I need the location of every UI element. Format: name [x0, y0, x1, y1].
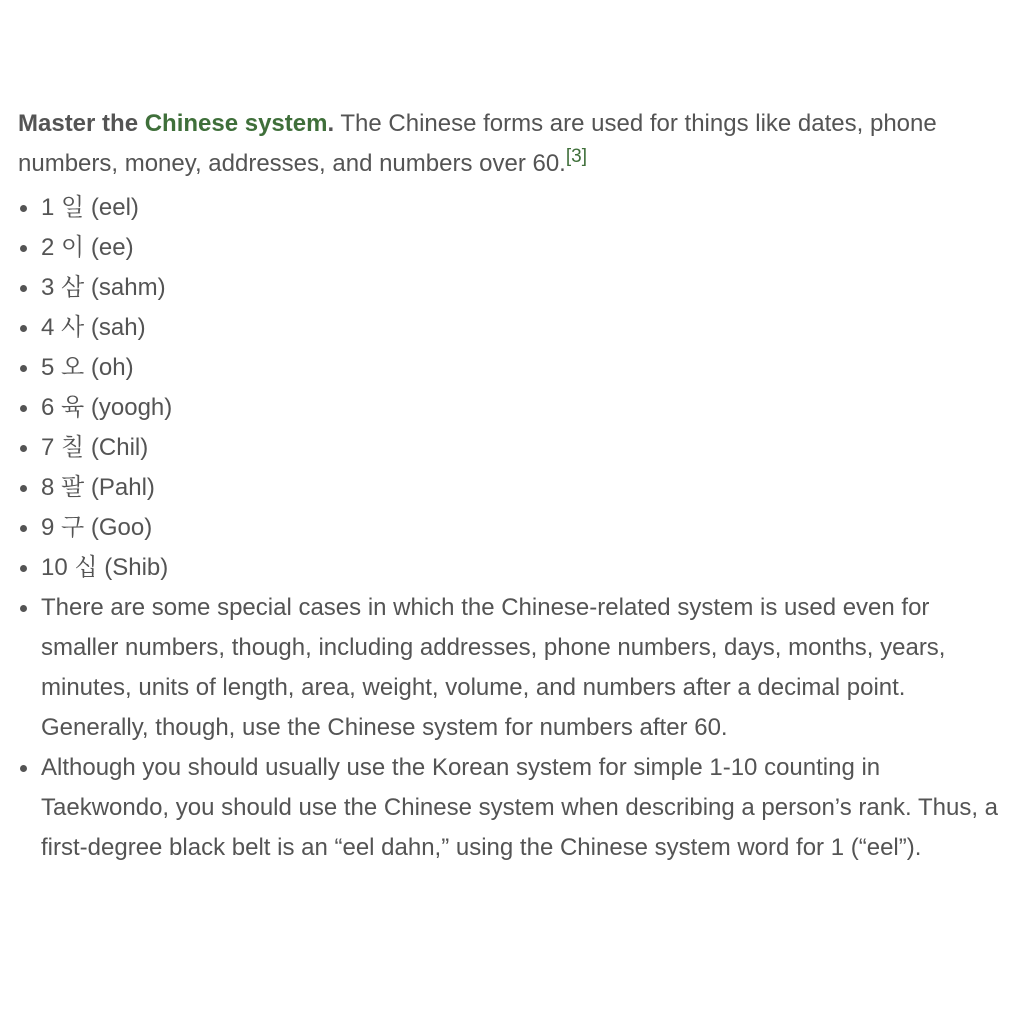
step-headline: [18, 110, 334, 137]
korean-word: 이: [61, 234, 85, 261]
korean-word: 삼: [61, 274, 85, 301]
pronunciation: (eel): [90, 194, 139, 221]
number-digit: 9: [41, 514, 55, 541]
korean-word: 사: [61, 314, 85, 341]
headline-text: Master the: [18, 110, 145, 137]
number-digit: 3: [41, 274, 55, 301]
list-item: [18, 548, 1002, 588]
number-list: [18, 188, 1002, 868]
note-taekwondo-rank: Although you should usually use the Korean system for simple 1-10 counting in Taekwondo, you should use the Chinese system when describing a person’s rank. Thus, a first-degree black belt is an “eel dahn,” using the Chinese system word for 1 (“eel”).: [18, 748, 1002, 868]
number-digit: 2: [41, 234, 55, 261]
headline-period: .: [327, 110, 335, 137]
pronunciation: (Goo): [90, 514, 153, 541]
pronunciation: (sah): [90, 314, 146, 341]
list-item: [18, 188, 1002, 228]
pronunciation: (Pahl): [90, 474, 155, 501]
pronunciation: (sahm): [90, 274, 166, 301]
pronunciation: (Shib): [104, 554, 169, 581]
pronunciation: (Chil): [90, 434, 149, 461]
list-item: [18, 428, 1002, 468]
pronunciation: (ee): [90, 234, 134, 261]
note-special-cases: There are some special cases in which the Chinese-related system is used even for smaller numbers, though, including addresses, phone numbers, days, months, years, minutes, units of length, area, weight, volume, and numbers after a decimal point. Generally, though, use the Chinese system for numbers after 60.: [18, 588, 1002, 748]
number-digit: 7: [41, 434, 55, 461]
number-digit: 4: [41, 314, 55, 341]
korean-word: 십: [74, 554, 98, 581]
list-item: [18, 348, 1002, 388]
list-item: [18, 308, 1002, 348]
number-digit: 1: [41, 194, 55, 221]
korean-word: 일: [61, 194, 85, 221]
reference-link[interactable]: [3]: [565, 146, 587, 167]
pronunciation: (yoogh): [90, 394, 173, 421]
korean-word: 칠: [61, 434, 85, 461]
list-item: [18, 468, 1002, 508]
korean-word: 오: [61, 354, 85, 381]
intro-text: The Chinese forms are used for things like dates, phone numbers, money, addresses, and numbers over 60.: [18, 110, 937, 177]
number-digit: 8: [41, 474, 55, 501]
korean-word: 팔: [61, 474, 85, 501]
korean-word: 육: [61, 394, 85, 421]
chinese-system-link[interactable]: Chinese system: [144, 110, 328, 137]
step-intro: [18, 104, 1002, 184]
number-digit: 10: [41, 554, 68, 581]
number-digit: 6: [41, 394, 55, 421]
list-item: [18, 228, 1002, 268]
korean-word: 구: [61, 514, 85, 541]
list-item: [18, 508, 1002, 548]
number-digit: 5: [41, 354, 55, 381]
pronunciation: (oh): [90, 354, 134, 381]
list-item: [18, 388, 1002, 428]
list-item: [18, 268, 1002, 308]
